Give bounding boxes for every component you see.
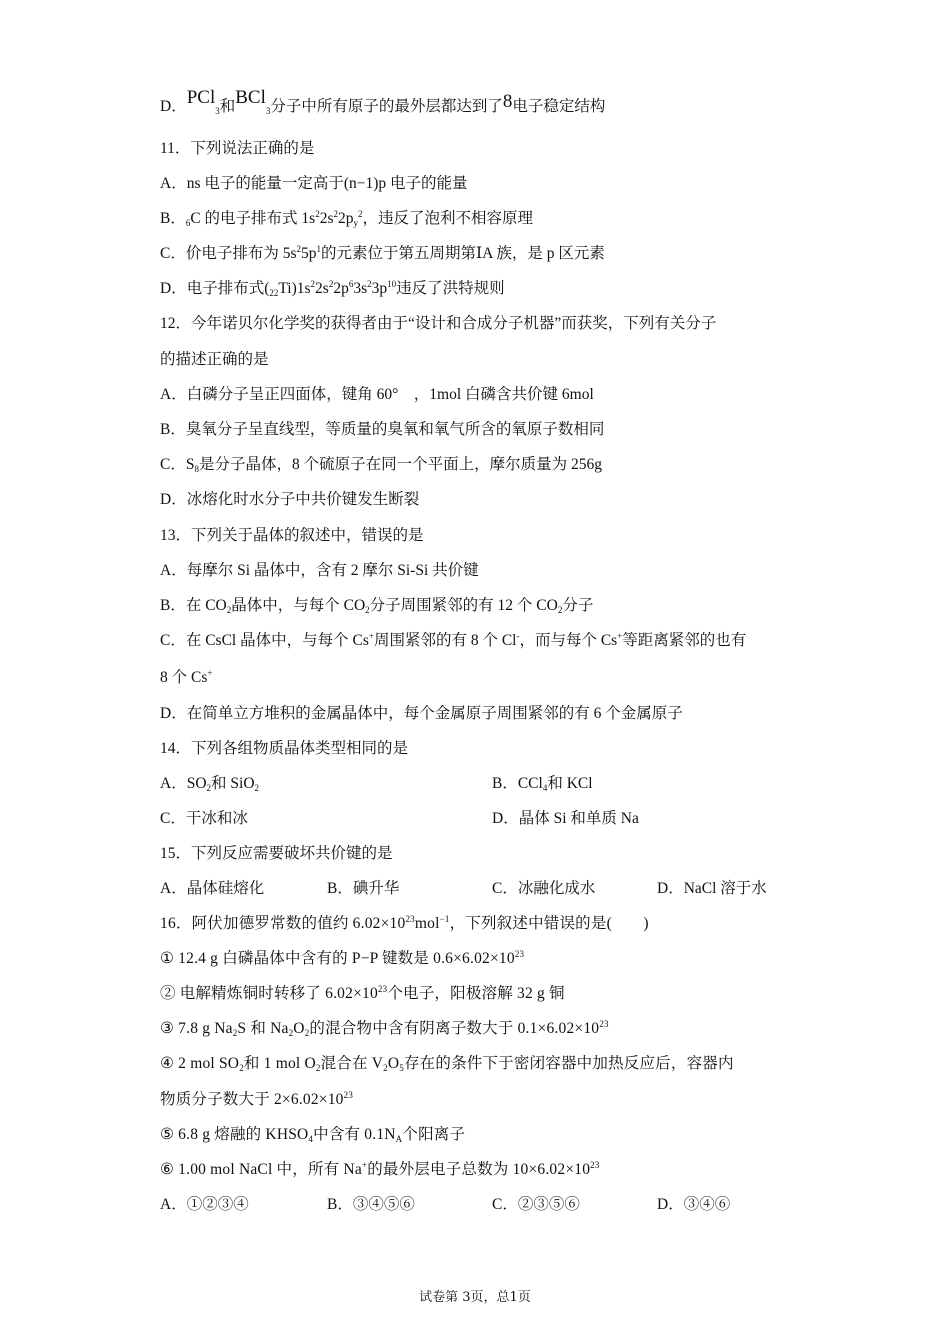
- text: 的最外层电子总数为 10×6.02×10: [367, 1161, 591, 1178]
- q12-stem-line1: 12．今年诺贝尔化学奖的获得者由于“设计和合成分子机器”而获奖，下列有关分子: [160, 315, 717, 332]
- text: O: [293, 1020, 305, 1037]
- sup: -: [516, 631, 520, 641]
- sup: +: [368, 631, 374, 641]
- text: C．在 CsCl 晶体中，与每个 Cs: [160, 632, 369, 649]
- text: 8 个 Cs: [160, 669, 208, 686]
- q15-option-c: C．冰融化成水: [492, 880, 596, 897]
- text: 的元素位于第五周期第ⅠA 族，是 p 区元素: [321, 245, 605, 262]
- text: 2s: [315, 280, 329, 297]
- q16-options: [160, 1195, 800, 1215]
- text: 物质分子数大于 2×6.02×10: [160, 1091, 344, 1108]
- text: 5p: [301, 245, 317, 262]
- text: 个阳离子: [402, 1126, 466, 1143]
- q16-item-4-line1: [160, 1054, 734, 1074]
- sub: 22: [269, 288, 279, 298]
- q11-option-a: A．ns 电子的能量一定高于(n−1)p 电子的能量: [160, 175, 468, 192]
- q15-options: [160, 879, 800, 899]
- q16-stem: [160, 914, 649, 934]
- sub: A: [395, 1134, 403, 1144]
- sub: 4: [308, 1134, 314, 1144]
- sub: 6: [185, 218, 191, 228]
- sub: 4: [542, 783, 548, 793]
- text: 是分子晶体，8 个硫原子在同一个平面上，摩尔质量为 256g: [198, 456, 602, 473]
- q14-stem: 14．下列各组物质晶体类型相同的是: [160, 740, 409, 757]
- q13-option-c-line2: [160, 668, 212, 688]
- number-eight: 8: [502, 91, 513, 112]
- sub: 2: [383, 1063, 388, 1073]
- sub: y: [353, 218, 359, 228]
- q13-option-a: A．每摩尔 Si 晶体中，含有 2 摩尔 Si-Si 共价键: [160, 562, 479, 579]
- sup: 2: [310, 279, 316, 289]
- text: 和 KCl: [547, 775, 593, 792]
- sub: 2: [232, 1028, 238, 1038]
- text: 等距离紧邻的也有: [622, 632, 747, 649]
- q16-item-6: [160, 1160, 600, 1180]
- q13-option-c-line1: [160, 631, 746, 651]
- text: D．电子排布式(: [160, 280, 270, 297]
- text: ，下列叙述中错误的是( ): [449, 915, 649, 932]
- page-footer: 试卷第 3页，总1页: [419, 1290, 531, 1305]
- sub: 2: [206, 783, 212, 793]
- text: C 的电子排布式 1s: [190, 210, 316, 227]
- q12-option-a: A．白磷分子呈正四面体，键角 60° ，1mol 白磷含共价键 6mol: [160, 386, 594, 403]
- sub: 2: [315, 1063, 321, 1073]
- q13-option-b: [160, 596, 593, 616]
- text: C．S: [160, 456, 195, 473]
- sup: 2: [333, 209, 339, 219]
- sub: 8: [194, 464, 199, 474]
- q16-option-c: C．②③⑤⑥: [492, 1196, 580, 1213]
- text: mol: [414, 915, 440, 932]
- sup: 23: [377, 984, 388, 994]
- sup: 23: [514, 949, 525, 959]
- sup: 10: [387, 279, 397, 289]
- text: 晶体中，与每个 CO: [231, 597, 366, 614]
- text: 周围紧邻的有 8 个 Cl: [373, 632, 517, 649]
- text: ② 电解精炼铜时转移了 6.02×10: [160, 985, 378, 1002]
- sup: 2: [315, 209, 320, 219]
- q16-option-a: A．①②③④: [160, 1196, 249, 1213]
- q14-options-row2: [160, 809, 800, 829]
- q16-item-1: [160, 949, 524, 969]
- text: ③ 7.8 g Na: [160, 1020, 233, 1037]
- sub: 2: [226, 605, 232, 615]
- text: 分子: [562, 597, 594, 614]
- text: 3p: [371, 280, 388, 297]
- q10-option-d: [160, 88, 605, 117]
- text: 的混合物中含有阴离子数大于 0.1×6.02×10: [309, 1020, 600, 1037]
- sub: 3: [265, 106, 271, 116]
- text: S 和 Na: [237, 1020, 289, 1037]
- text: ④ 2 mol SO: [160, 1055, 240, 1072]
- q14-option-a: [160, 775, 259, 792]
- sup: +: [617, 631, 623, 641]
- text: 和 SiO: [211, 775, 255, 792]
- q13-stem: 13．下列关于晶体的叙述中，错误的是: [160, 527, 424, 544]
- q15-option-b: B．碘升华: [327, 880, 400, 897]
- q16-item-2: [160, 984, 565, 1004]
- sup: +: [207, 668, 213, 678]
- text: 分子中所有原子的最外层都达到了: [270, 98, 503, 115]
- sub: 2: [239, 1063, 244, 1073]
- q12-option-c: [160, 455, 602, 475]
- sup: 2: [328, 279, 334, 289]
- sup: 1: [316, 244, 321, 254]
- sub: 2: [304, 1028, 310, 1038]
- sub: 5: [399, 1063, 404, 1073]
- text: B．CCl: [492, 775, 543, 792]
- formula-bcl: BCl: [235, 87, 266, 108]
- sup: 2: [358, 209, 363, 219]
- q16-item-5: [160, 1125, 465, 1145]
- q14-option-d: D．晶体 Si 和单质 Na: [492, 810, 639, 827]
- sub: 2: [288, 1028, 294, 1038]
- sup: 6: [348, 279, 354, 289]
- q11-option-d: [160, 279, 505, 303]
- text: 混合在 V: [320, 1055, 384, 1072]
- sup: 23: [343, 1090, 354, 1100]
- text: 16．阿伏加德罗常数的值约 6.02×10: [160, 915, 406, 932]
- sup: 23: [590, 1160, 600, 1170]
- sup: 23: [405, 914, 415, 924]
- text: C．价电子排布为 5s: [160, 245, 297, 262]
- sup: 2: [367, 279, 372, 289]
- text: 3s: [353, 280, 368, 297]
- text: ，违反了泡利不相容原理: [362, 210, 534, 227]
- q14-options-row1: [160, 774, 800, 794]
- text: 2p: [338, 210, 354, 227]
- q14-option-b: [492, 774, 593, 794]
- text: 存在的条件下于密闭容器中加热反应后，容器内: [403, 1055, 734, 1072]
- text: ① 12.4 g 白磷晶体中含有的 P−P 键数是 0.6×6.02×10: [160, 950, 515, 967]
- q11-option-b: [160, 209, 533, 233]
- sup: −1: [439, 914, 450, 924]
- q14-option-c: C．干冰和冰: [160, 810, 248, 827]
- sup: 2: [296, 244, 301, 254]
- text: 2p: [333, 280, 349, 297]
- q12-option-b: B．臭氧分子呈直线型，等质量的臭氧和氧气所含的氧原子数相同: [160, 421, 605, 438]
- text: 中含有 0.1N: [313, 1126, 396, 1143]
- q13-option-d: D．在简单立方堆积的金属晶体中，每个金属原子周围紧邻的有 6 个金属原子: [160, 705, 683, 722]
- sub: 3: [215, 106, 220, 116]
- text: ⑥ 1.00 mol NaCl 中，所有 Na: [160, 1161, 362, 1178]
- text: Ti)1s: [278, 280, 311, 297]
- text: ，而与每个 Cs: [519, 632, 618, 649]
- text: A．SO: [160, 775, 207, 792]
- sup: +: [361, 1160, 368, 1170]
- q16-item-4-line2: [160, 1090, 353, 1110]
- q16-option-b: B．③④⑤⑥: [327, 1196, 415, 1213]
- q16-option-d: D．③④⑥: [657, 1196, 731, 1213]
- q15-stem: 15．下列反应需要破坏共价键的是: [160, 845, 393, 862]
- text: 违反了洪特规则: [396, 280, 505, 297]
- text: 2s: [319, 210, 334, 227]
- text: O: [387, 1055, 400, 1072]
- sub: 2: [557, 605, 563, 615]
- q11-stem: 11．下列说法正确的是: [160, 140, 315, 157]
- text: ⑤ 6.8 g 熔融的 KHSO: [160, 1126, 309, 1143]
- q16-item-3: [160, 1019, 609, 1039]
- q12-option-d: D．冰熔化时水分子中共价键发生断裂: [160, 491, 420, 508]
- q12-stem-line2: 的描述正确的是: [160, 351, 269, 368]
- text: 个电子，阳极溶解 32 g 铜: [387, 985, 565, 1002]
- text: B．在 CO: [160, 597, 227, 614]
- text: B．: [160, 210, 186, 227]
- q15-option-a: A．晶体硅熔化: [160, 880, 265, 897]
- text: 分子周围紧邻的有 12 个 CO: [369, 597, 558, 614]
- q11-option-c: [160, 244, 605, 264]
- sup: 23: [599, 1019, 609, 1029]
- text: 电子稳定结构: [512, 98, 606, 115]
- q10-d-label: D．: [160, 98, 187, 115]
- sub: 2: [365, 605, 370, 615]
- text: 和: [219, 98, 236, 115]
- text: 和 1 mol O: [243, 1055, 316, 1072]
- sub: 2: [254, 783, 260, 793]
- q15-option-d: D．NaCl 溶于水: [657, 880, 767, 897]
- formula-pcl: PCl: [186, 87, 216, 108]
